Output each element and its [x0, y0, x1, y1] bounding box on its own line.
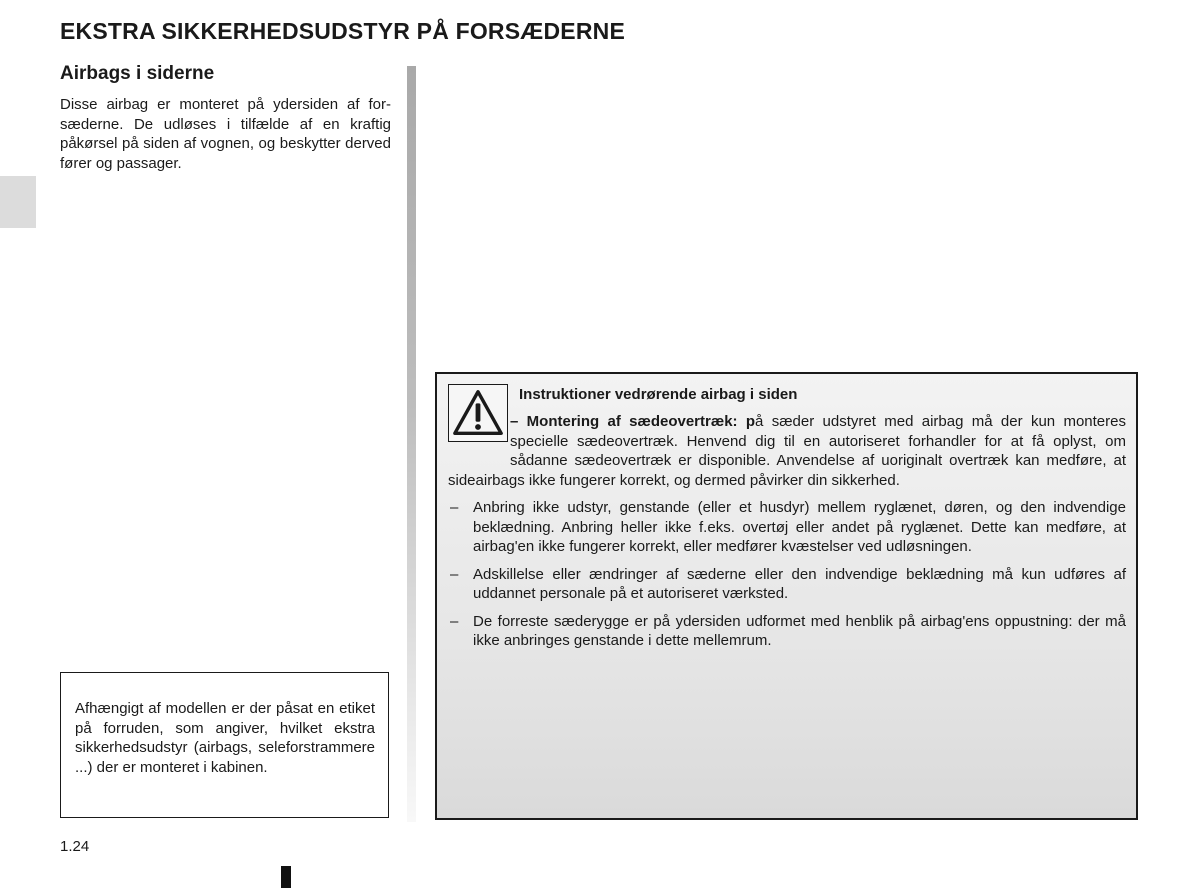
info-note-box	[60, 672, 389, 818]
warning-list-item: – Adskillelse eller ændringer af sæderne eller den indvendige beklædning må kun udføres af uddannet personale på et autoriseret værksted.	[448, 565, 1126, 604]
warning-list	[448, 498, 1126, 651]
intro-paragraph: Disse airbag er monteret på ydersiden af forsæderne. De udløses i tilfælde af en kraftig påkørsel på siden af vognen, og beskytter derved fører og passager.	[60, 96, 391, 172]
warning-box	[435, 372, 1138, 820]
column-divider-bar	[407, 66, 416, 822]
page-title: EKSTRA SIKKERHEDSUDSTYR PÅ FORSÆDERNE	[60, 18, 625, 44]
warning-list-item: – Anbring ikke udstyr, genstande (eller et husdyr) mellem ryglænet, døren, og den indvendige beklædning. Anbring heller ikke f.eks. overtøj eller andet på ryglænet. Dette kan medføre, at airbag'en ikke fungerer korrekt, eller medfører kvæstelser ved udløsningen.	[448, 498, 1126, 557]
warning-list-item: – De forreste sæderygge er på ydersiden udformet med henblik på airbag'ens oppustning: der må ikke anbringes genstande i dette mellemrum.	[448, 612, 1126, 651]
warning-first-item	[448, 412, 1126, 490]
section-tab-marker	[0, 176, 36, 228]
warning-title: Instruktioner vedrørende airbag i siden	[519, 386, 798, 403]
warning-body	[448, 412, 1126, 659]
section-heading: Airbags i siderne	[60, 63, 215, 84]
bottom-crop-marker	[281, 866, 291, 888]
warning-first-item-lead: – Montering af sædeovertræk: p	[510, 413, 756, 430]
info-note-text: Afhængigt af modellen er der påsat en etiket på forruden, som angiver, hvilket ekstra sikkerhedsudstyr (airbags, seleforstrammere ...) der er monteret i kabinen.	[75, 700, 375, 776]
warning-first-item-text: å sæder udstyret med airbag må der kun monteres specielle sædeovertræk. Henvend dig til en autoriseret forhandler for at få oplyst, om sådanne sædeovertræk er disponible. Anvendelse af uoriginalt overtræk kan medføre, at sideairbags ikke fungerer korrekt, og dermed påvirker din sikkerhed.	[448, 413, 1126, 489]
page-number: 1.24	[60, 838, 90, 855]
